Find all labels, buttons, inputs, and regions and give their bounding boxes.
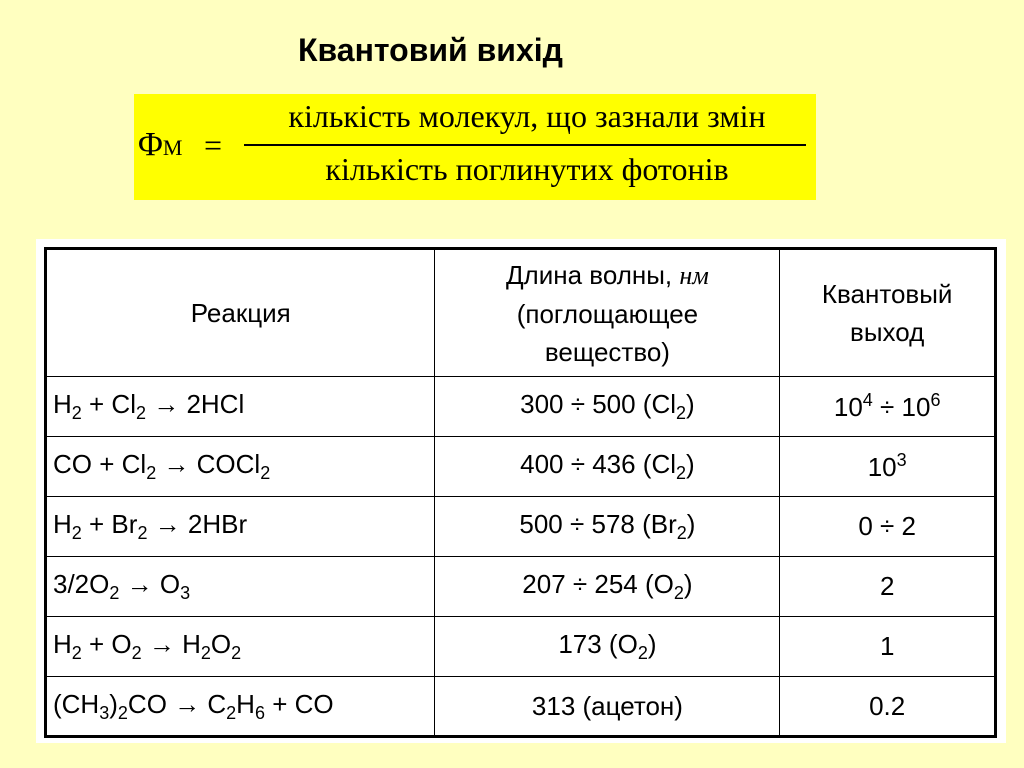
formula-symbol-phi: Φ <box>138 126 163 163</box>
cell-wavelength-segment: ) <box>686 509 696 539</box>
cell-reaction-segment: H <box>236 688 255 719</box>
cell-quantum-yield-segment: 1 <box>879 631 895 661</box>
cell-reaction-segment: → H <box>141 629 201 659</box>
cell-reaction-segment: 2 <box>131 643 142 663</box>
cell-reaction <box>46 497 435 557</box>
formula-equals: = <box>204 127 223 163</box>
cell-reaction-segment: CO → C <box>127 688 227 719</box>
cell-reaction-segment: 2 <box>260 463 271 483</box>
table-row <box>46 437 996 497</box>
cell-reaction-segment: 2 <box>200 643 211 663</box>
cell-reaction-segment: 2 <box>226 702 237 723</box>
formula-denominator: кількість поглинутих фотонів <box>325 151 729 187</box>
cell-reaction-segment: → 2HBr <box>147 509 248 539</box>
cell-reaction-segment: + O <box>81 629 132 659</box>
cell-wavelength-segment: ) <box>686 389 695 419</box>
cell-reaction-segment: + Cl <box>81 389 136 419</box>
cell-reaction-segment: 2 <box>71 523 82 543</box>
cell-reaction-segment: 2 <box>135 403 146 423</box>
cell-wavelength-segment: ) <box>647 629 657 659</box>
header-reaction: Реакция <box>46 249 435 377</box>
cell-wavelength-segment: 173 (O <box>558 629 638 659</box>
cell-reaction-segment: → O <box>119 569 181 599</box>
header-yield-line2: выход <box>850 317 925 347</box>
cell-reaction <box>46 377 435 437</box>
cell-quantum-yield <box>780 437 996 497</box>
reactions-table-panel <box>36 239 1006 743</box>
formula-symbol-subscript: M <box>162 135 183 160</box>
cell-reaction-segment: 3 <box>99 702 110 723</box>
cell-quantum-yield-segment: 2 <box>879 571 895 601</box>
cell-quantum-yield <box>780 377 996 437</box>
cell-reaction-segment: + CO <box>264 688 334 719</box>
reactions-table <box>44 247 997 738</box>
formula-numerator: кількість молекул, що зазнали змін <box>288 98 766 134</box>
header-wavelength-line1: Длина волны, <box>505 259 680 290</box>
cell-reaction <box>46 677 435 737</box>
cell-quantum-yield-segment: 10 <box>867 452 897 482</box>
cell-reaction <box>46 437 435 497</box>
cell-quantum-yield <box>780 557 996 617</box>
cell-reaction-segment: CO + Cl <box>53 449 147 479</box>
cell-wavelength-segment: 2 <box>676 403 687 423</box>
cell-quantum-yield <box>780 617 996 677</box>
cell-reaction-segment: 2 <box>146 463 157 483</box>
cell-wavelength <box>435 497 780 557</box>
cell-wavelength <box>435 677 780 737</box>
cell-reaction-segment: 2 <box>71 643 82 663</box>
cell-reaction-segment: ) <box>109 688 118 719</box>
header-wavelength-line2: (поглощающее <box>516 298 699 329</box>
cell-wavelength <box>435 617 780 677</box>
cell-quantum-yield-segment: 0.2 <box>869 690 906 721</box>
cell-reaction-segment: → 2HCl <box>146 389 245 419</box>
cell-wavelength-segment: 2 <box>637 643 648 663</box>
cell-reaction-segment: 6 <box>254 702 265 723</box>
cell-reaction-segment: 3 <box>180 583 191 603</box>
header-yield-line1: Квантовый <box>821 279 953 309</box>
cell-quantum-yield <box>780 497 996 557</box>
cell-wavelength-segment: 2 <box>676 463 687 483</box>
fraction-bar <box>244 144 806 146</box>
cell-wavelength <box>435 437 780 497</box>
cell-quantum-yield <box>780 677 996 737</box>
cell-reaction-segment: 3/2O <box>53 569 110 599</box>
cell-reaction-segment: H <box>53 389 72 419</box>
table-row <box>46 497 996 557</box>
cell-quantum-yield-segment: ÷ 10 <box>872 392 931 422</box>
cell-reaction <box>46 617 435 677</box>
cell-reaction-segment: → COCl <box>156 449 261 479</box>
cell-wavelength-segment: ) <box>683 569 693 599</box>
table-body <box>46 377 996 737</box>
cell-reaction-segment: 2 <box>231 643 242 663</box>
cell-reaction-segment: 2 <box>71 403 82 423</box>
cell-reaction-segment: 2 <box>117 702 128 723</box>
formula-symbol <box>138 125 182 168</box>
cell-quantum-yield-segment: 0 ÷ 2 <box>858 511 916 541</box>
cell-quantum-yield-segment: 4 <box>862 390 873 410</box>
header-wavelength <box>435 249 780 377</box>
cell-wavelength-segment: 207 ÷ 254 (O <box>522 569 674 599</box>
cell-reaction-segment: 2 <box>109 583 120 603</box>
cell-wavelength-segment: 400 ÷ 436 (Cl <box>520 449 677 479</box>
cell-wavelength-segment: 2 <box>676 523 687 543</box>
cell-reaction-segment: H <box>53 509 72 539</box>
header-wavelength-unit: нм <box>679 260 709 290</box>
cell-wavelength <box>435 377 780 437</box>
table-row <box>46 677 996 737</box>
table-row <box>46 557 996 617</box>
cell-reaction-segment: O <box>210 629 232 659</box>
page-title: Квантовий вихід <box>298 32 563 68</box>
cell-quantum-yield-segment: 10 <box>833 392 863 422</box>
cell-wavelength-segment: ) <box>686 449 695 479</box>
cell-wavelength <box>435 557 780 617</box>
table-header-row <box>46 249 996 377</box>
cell-quantum-yield-segment: 3 <box>896 450 907 470</box>
table-row <box>46 617 996 677</box>
quantum-yield-formula <box>134 94 816 200</box>
cell-quantum-yield-segment: 6 <box>930 390 941 410</box>
table-row <box>46 377 996 437</box>
cell-wavelength-segment: 313 (ацетон) <box>531 690 683 721</box>
cell-wavelength-segment: 500 ÷ 578 (Br <box>519 509 677 539</box>
cell-reaction-segment: (CH <box>53 688 100 719</box>
cell-reaction-segment: H <box>53 629 72 659</box>
header-wavelength-line3: вещество) <box>544 336 670 367</box>
cell-reaction-segment: 2 <box>137 523 148 543</box>
header-quantum-yield <box>780 249 996 377</box>
cell-wavelength-segment: 2 <box>673 583 684 603</box>
cell-wavelength-segment: 300 ÷ 500 (Cl <box>520 389 677 419</box>
cell-reaction <box>46 557 435 617</box>
cell-reaction-segment: + Br <box>81 509 138 539</box>
